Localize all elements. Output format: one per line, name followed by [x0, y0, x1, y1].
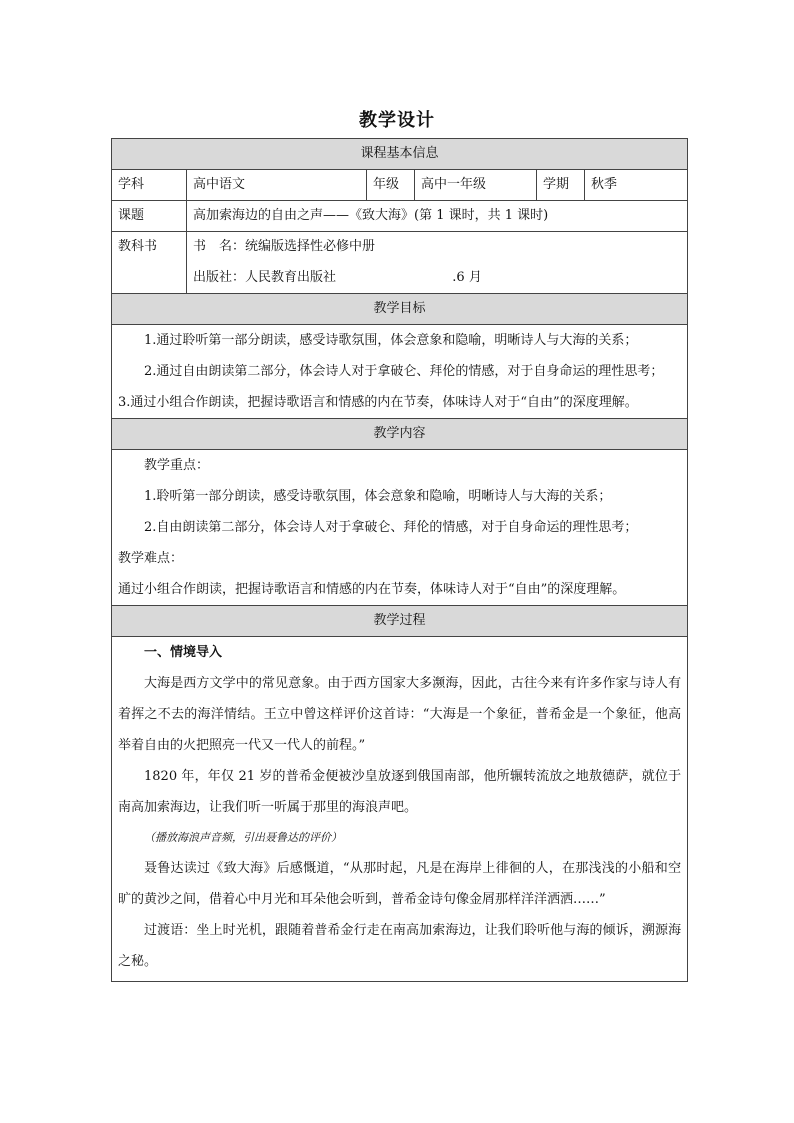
- process-paragraph-3: 聂鲁达读过《致大海》后感慨道，“从那时起，凡是在海岸上徘徊的人，在那浅浅的小船和空旷的黄沙之间，借着心中月光和耳朵他会听到，普希金诗句像金屑那样洋洋洒洒……”: [118, 861, 682, 907]
- process-paragraph-4: 过渡语：坐上时光机，跟随着普希金行走在南高加索海边，让我们聆听他与海的倾诉，溯源海之秘。: [118, 923, 682, 969]
- key-point-1: 1.聆听第一部分朗读，感受诗歌氛围，体会意象和隐喻，明晰诗人与大海的关系；: [144, 489, 612, 504]
- textbook-row: [112, 232, 688, 263]
- topic-row: [112, 201, 688, 232]
- publish-date: .6 月: [452, 269, 482, 285]
- objective-item-1: 1.通过聆听第一部分朗读，感受诗歌氛围，体会意象和隐喻，明晰诗人与大海的关系；: [144, 333, 638, 348]
- objective-item-3: 3.通过小组合作朗读，把握诗歌语言和情感的内在节奏，体味诗人对于“自由”的深度理解。: [118, 395, 638, 410]
- term-label: 学期: [537, 170, 585, 201]
- basic-info-header-row: [112, 139, 688, 170]
- difficulties-label: 教学难点：: [118, 551, 184, 566]
- publisher-row: [112, 263, 688, 294]
- difficulty-text: 通过小组合作朗读，把握诗歌语言和情感的内在节奏，体味诗人对于“自由”的深度理解。: [118, 582, 626, 597]
- textbook-label: 教科书: [112, 232, 187, 294]
- textbook-name: 书 名：统编版选择性必修中册: [187, 232, 688, 263]
- content-row: [112, 450, 688, 606]
- subject-label: 学科: [112, 170, 187, 201]
- topic-label: 课题: [112, 201, 187, 232]
- process-paragraph-1: 大海是西方文学中的常见意象。由于西方国家大多濒海，因此，古往今来有许多作家与诗人有着挥之不去的海洋情结。王立中曾这样评价这首诗：“大海是一个象征，普希金是一个象征，他高举着自由的火把照亮一代又一代人的前程。”: [118, 676, 682, 753]
- objective-item-2: 2.通过自由朗读第二部分，体会诗人对于拿破仑、拜伦的情感，对于自身命运的理性思考；: [144, 364, 664, 379]
- subject-row: [112, 170, 688, 201]
- objectives-row: [112, 325, 688, 419]
- publisher-cell: [187, 263, 688, 294]
- content-header-row: [112, 419, 688, 450]
- process-cell: [112, 637, 688, 982]
- content-cell: [112, 450, 688, 606]
- section1-title: 一、情境导入: [144, 645, 223, 660]
- grade-label: 年级: [367, 170, 415, 201]
- process-header-row: [112, 606, 688, 637]
- process-row: [112, 637, 688, 982]
- process-paragraph-2: 1820 年，年仅 21 岁的普希金便被沙皇放逐到俄国南部，他所辗转流放之地敖德萨，就位于南高加索海边，让我们听一听属于那里的海浪声吧。: [118, 769, 682, 815]
- term-value: 秋季: [585, 170, 688, 201]
- document-title: 教学设计: [359, 110, 435, 131]
- process-header: 教学过程: [112, 606, 688, 637]
- objectives-cell: [112, 325, 688, 419]
- objectives-header-row: [112, 294, 688, 325]
- topic-value: 高加索海边的自由之声——《致大海》(第 1 课时，共 1 课时): [187, 201, 688, 232]
- content-header: 教学内容: [112, 419, 688, 450]
- subject-value: 高中语文: [187, 170, 367, 201]
- process-note: （播放海浪声音频，引出聂鲁达的评价）: [144, 831, 342, 844]
- publisher: 出版社：人民教育出版社: [193, 269, 337, 285]
- lesson-plan-table: [111, 138, 688, 982]
- objectives-header: 教学目标: [112, 294, 688, 325]
- key-point-2: 2.自由朗读第二部分，体会诗人对于拿破仑、拜伦的情感，对于自身命运的理性思考；: [144, 520, 638, 535]
- key-points-label: 教学重点：: [144, 458, 210, 473]
- basic-info-header: 课程基本信息: [112, 139, 688, 170]
- grade-value: 高中一年级: [415, 170, 537, 201]
